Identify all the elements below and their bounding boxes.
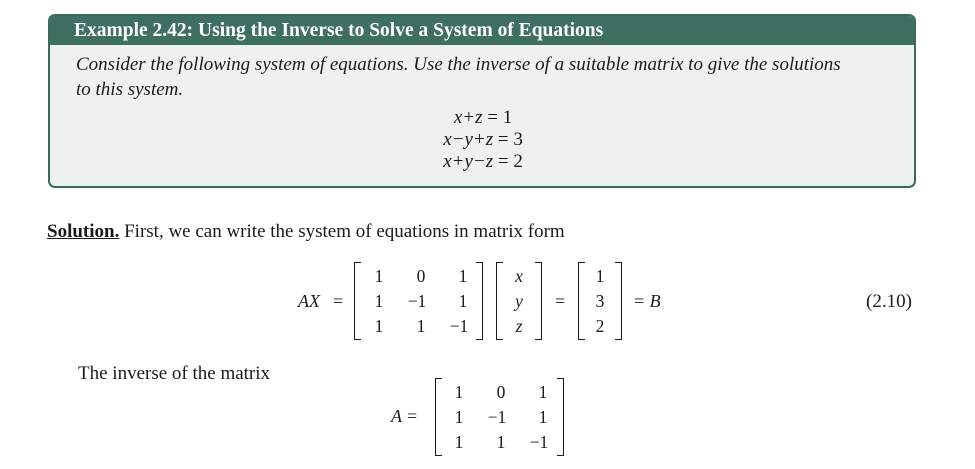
matrix-a-cell: −1 (407, 291, 427, 311)
matrix-a-cell: 1 (374, 316, 384, 336)
equation-1-rhs: 1 (502, 107, 513, 128)
matrix-a2-cell: 1 (538, 382, 548, 402)
matrix-a-label: A (391, 406, 402, 426)
matrix-equation-lhs: AX (298, 291, 320, 311)
solution-paragraph (47, 220, 565, 244)
equation-1-equals: = (487, 107, 498, 128)
matrix-a2-cell: −1 (487, 407, 507, 427)
matrix-equation-equals-1: = (333, 291, 344, 311)
solution-text: First, we can write the system of equations in matrix form (119, 221, 565, 242)
equation-1-lhs: x+z (453, 107, 483, 128)
matrix-a2-cell: 1 (454, 382, 464, 402)
matrix-a2-cell: −1 (529, 432, 549, 452)
vector-x-cell: y (515, 291, 523, 311)
equation-3-lhs: x+y−z (443, 151, 494, 172)
equation-2-rhs: 3 (513, 129, 523, 150)
matrix-a-cell: 0 (416, 266, 426, 286)
vector-b-cell: 2 (595, 316, 605, 336)
example-prompt-line1: Consider the following system of equations. Use the inverse of a suitable matrix to give the solutions (76, 54, 841, 75)
solution-label: Solution. (47, 221, 120, 242)
matrix-a-cell: 1 (416, 316, 426, 336)
matrix-a-cell: 1 (374, 291, 384, 311)
matrix-a-cell: 1 (458, 291, 468, 311)
equation-3-equals: = (497, 151, 509, 172)
equation-3-rhs: 2 (513, 151, 523, 172)
matrix-a2-cell: 0 (496, 382, 506, 402)
example-prompt (76, 52, 906, 102)
matrix-equation-equals-2: = (555, 291, 566, 311)
matrix-a-cell: 1 (374, 266, 384, 286)
equation-2-equals: = (497, 129, 509, 150)
vector-x-cell: z (515, 316, 523, 336)
matrix-a2-cell: 1 (538, 407, 548, 427)
equation-1 (50, 106, 916, 130)
equation-3 (50, 150, 916, 174)
matrix-a-cell: 1 (458, 266, 468, 286)
matrix-a-cell: −1 (449, 316, 469, 336)
example-title: Example 2.42: Using the Inverse to Solve a System of Equations (50, 16, 914, 45)
vector-b-cell: 1 (595, 266, 605, 286)
equation-2-lhs: x−y+z (443, 129, 494, 150)
equation-number: (2.10) (866, 291, 912, 312)
matrix-a2-cell: 1 (454, 407, 464, 427)
matrix-a2-cell: 1 (454, 432, 464, 452)
vector-x-cell: x (515, 266, 523, 286)
inverse-text: The inverse of the matrix (78, 363, 271, 384)
example-box (48, 14, 916, 188)
matrix-a2-cell: 1 (496, 432, 506, 452)
matrix-equation-equals-b: = B (633, 291, 661, 311)
equation-2 (50, 128, 916, 152)
matrix-a-equals: = (407, 406, 418, 426)
vector-b-cell: 3 (595, 291, 605, 311)
example-prompt-line2: to this system. (76, 79, 184, 100)
